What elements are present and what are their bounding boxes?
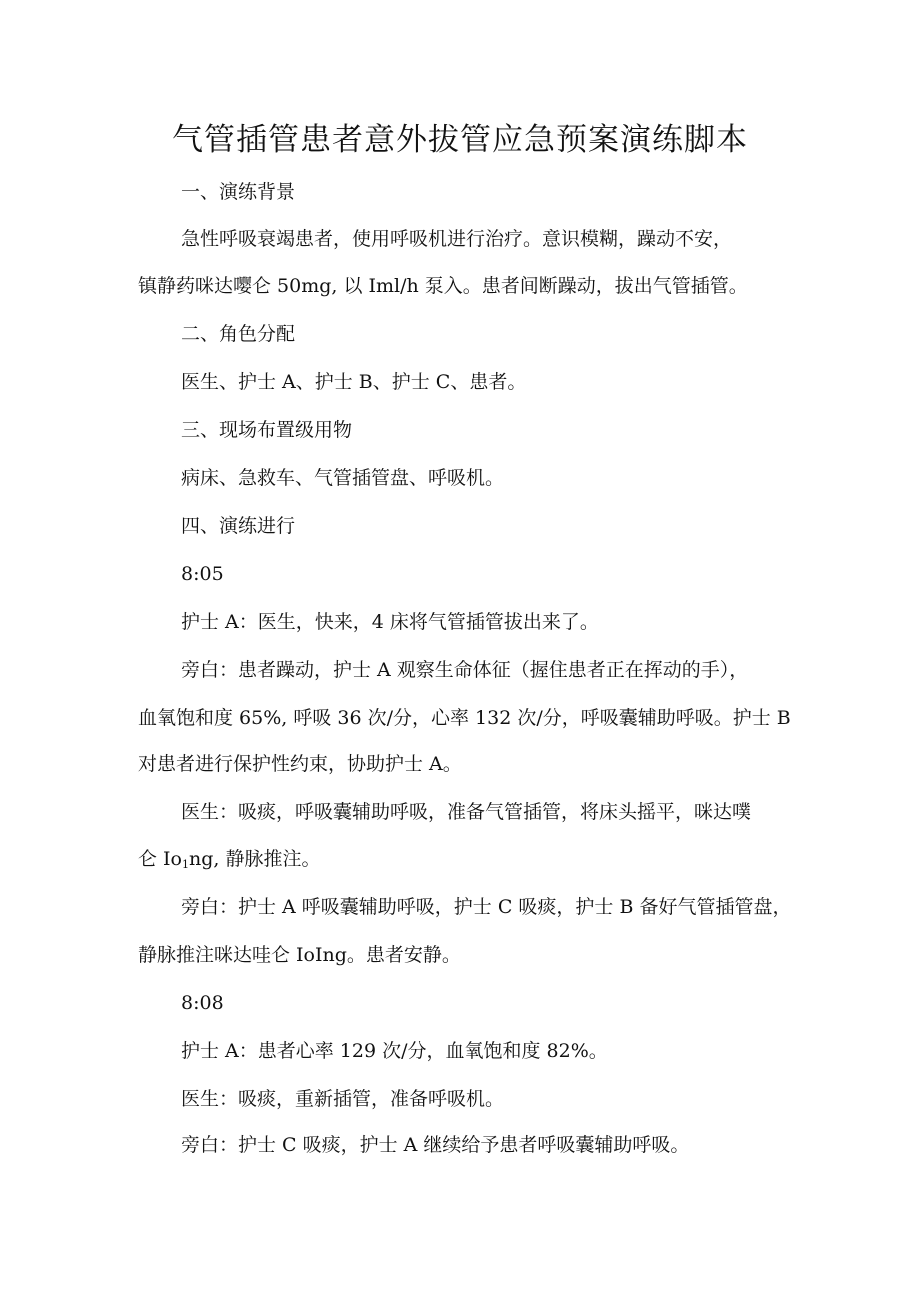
paragraph-nurse-a-call: 护士 A：医生，快来，4 床将气管插管拔出来了。 [181,611,599,633]
paragraph-background-line-1: 急性呼吸衰竭患者，使用呼吸机进行治疗。意识模糊，躁动不安， [181,228,733,250]
paragraph-aside-1-line-3: 对患者进行保护性约束，协助护士 A。 [138,753,462,775]
document-title: 气管插管患者意外拔管应急预案演练脚本 [172,122,748,158]
paragraph-doctor-1-line-1: 医生：吸痰，呼吸囊辅助呼吸，准备气管插管，将床头摇平，咪达噗 [181,801,752,823]
paragraph-doctor-1-line-2 [138,845,320,879]
paragraph-aside-3: 旁白：护士 C 吸痰，护士 A 继续给予患者呼吸囊辅助呼吸。 [181,1134,690,1156]
section-heading-setup: 三、现场布置级用物 [181,419,353,441]
paragraph-nurse-a-report: 护士 A：患者心率 129 次/分，血氧饱和度 82%。 [181,1040,608,1062]
paragraph-doctor-2: 医生：吸痰，重新插管，准备呼吸机。 [181,1088,505,1110]
section-heading-background: 一、演练背景 [181,181,296,203]
paragraph-background-line-2: 镇静药咪达嘤仑 50mg, 以 Iml/h 泵入。患者间断躁动，拔出气管插管。 [138,275,748,297]
doctor-1-line-2-prefix: 仑 Io [138,848,182,870]
paragraph-aside-2-line-1: 旁白：护士 A 呼吸囊辅助呼吸，护士 C 吸痰，护士 B 备好气管插管盘， [181,896,792,918]
paragraph-aside-2-line-2: 静脉推注咪达哇仑 IoIng。患者安静。 [138,944,461,966]
section-heading-roles: 二、角色分配 [181,323,296,345]
timestamp-2: 8:08 [181,992,224,1014]
paragraph-aside-1-line-1: 旁白：患者躁动，护士 A 观察生命体征（握住患者正在挥动的手）， [181,659,749,681]
paragraph-setup: 病床、急救车、气管插管盘、呼吸机。 [181,467,505,489]
paragraph-aside-1-line-2: 血氧饱和度 65%, 呼吸 36 次/分，心率 132 次/分，呼吸囊辅助呼吸。护士 B [138,707,791,729]
doctor-1-line-2-subscript: 1 [181,858,189,871]
doctor-1-line-2-suffix: ng, 静脉推注。 [188,848,321,870]
section-heading-process: 四、演练进行 [181,515,296,537]
paragraph-roles: 医生、护士 A、护士 B、护士 C、患者。 [181,371,527,393]
timestamp-1: 8:05 [181,563,224,585]
